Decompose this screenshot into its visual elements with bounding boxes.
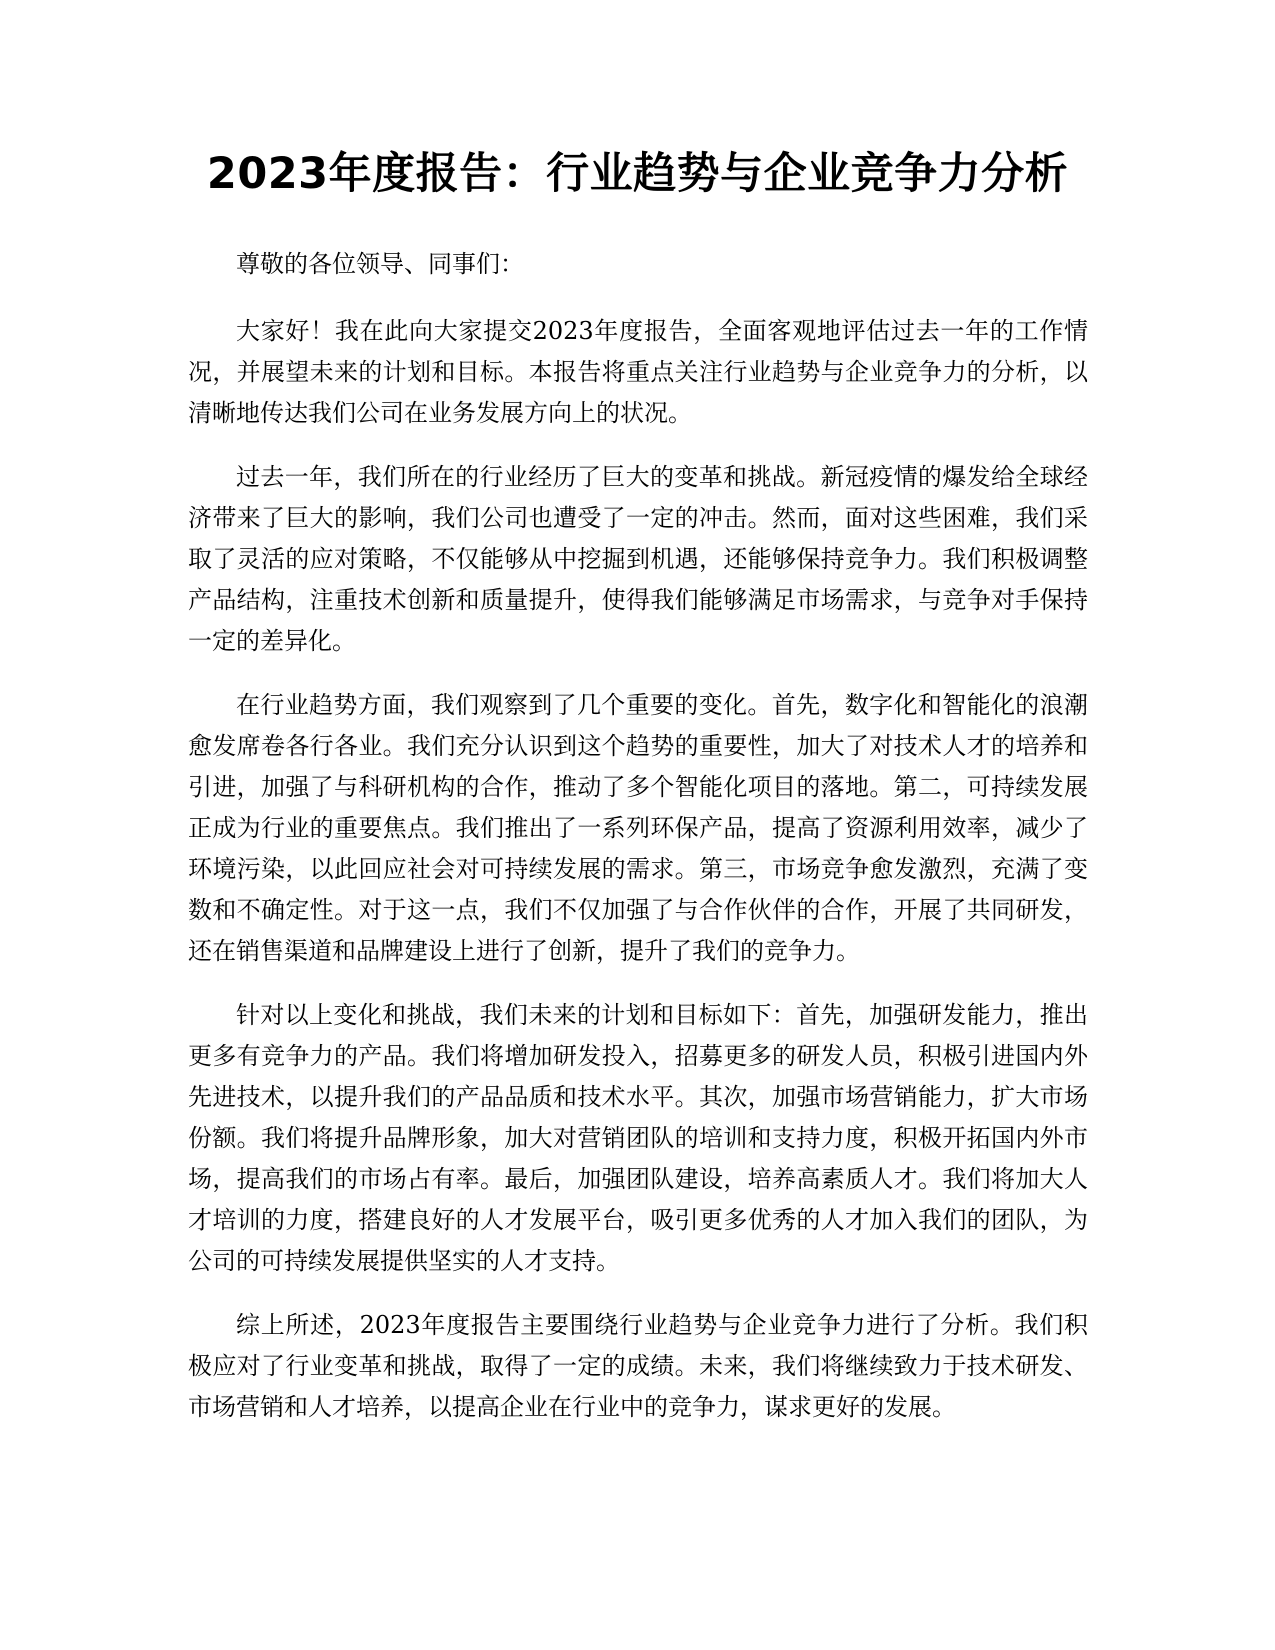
document-title: 2023年度报告：行业趋势与企业竞争力分析 <box>206 149 1069 199</box>
paragraph-past-year: 过去一年，我们所在的行业经历了巨大的变革和挑战。新冠疫情的爆发给全球经济带来了巨大的影响，我们公司也遭受了一定的冲击。然而，面对这些困难，我们采取了灵活的应对策略，不仅能够从中挖掘到机遇，还能够保持竞争力。我们积极调整产品结构，注重技术创新和质量提升，使得我们能够满足市场需求，与竞争对手保持一定的差异化。 <box>188 463 1088 655</box>
document-body <box>188 244 1088 1451</box>
paragraph-conclusion: 综上所述，2023年度报告主要围绕行业趋势与企业竞争力进行了分析。我们积极应对了行业变革和挑战，取得了一定的成绩。未来，我们将继续致力于技术研发、市场营销和人才培养，以提高企业在行业中的竞争力，谋求更好的发展。 <box>188 1311 1088 1421</box>
salutation: 尊敬的各位领导、同事们： <box>236 250 524 278</box>
paragraph-industry-trends: 在行业趋势方面，我们观察到了几个重要的变化。首先，数字化和智能化的浪潮愈发席卷各行各业。我们充分认识到这个趋势的重要性，加大了对技术人才的培养和引进，加强了与科研机构的合作，推动了多个智能化项目的落地。第二，可持续发展正成为行业的重要焦点。我们推出了一系列环保产品，提高了资源利用效率，减少了环境污染，以此回应社会对可持续发展的需求。第三，市场竞争愈发激烈，充满了变数和不确定性。对于这一点，我们不仅加强了与合作伙伴的合作，开展了共同研发，还在销售渠道和品牌建设上进行了创新，提升了我们的竞争力。 <box>188 691 1088 965</box>
paragraph-intro: 大家好！我在此向大家提交2023年度报告，全面客观地评估过去一年的工作情况，并展望未来的计划和目标。本报告将重点关注行业趋势与企业竞争力的分析，以清晰地传达我们公司在业务发展方向上的状况。 <box>188 317 1088 427</box>
paragraph-future-plans: 针对以上变化和挑战，我们未来的计划和目标如下：首先，加强研发能力，推出更多有竞争力的产品。我们将增加研发投入，招募更多的研发人员，积极引进国内外先进技术，以提升我们的产品品质和技术水平。其次，加强市场营销能力，扩大市场份额。我们将提升品牌形象，加大对营销团队的培训和支持力度，积极开拓国内外市场，提高我们的市场占有率。最后，加强团队建设，培养高素质人才。我们将加大人才培训的力度，搭建良好的人才发展平台，吸引更多优秀的人才加入我们的团队，为公司的可持续发展提供坚实的人才支持。 <box>188 1001 1088 1275</box>
